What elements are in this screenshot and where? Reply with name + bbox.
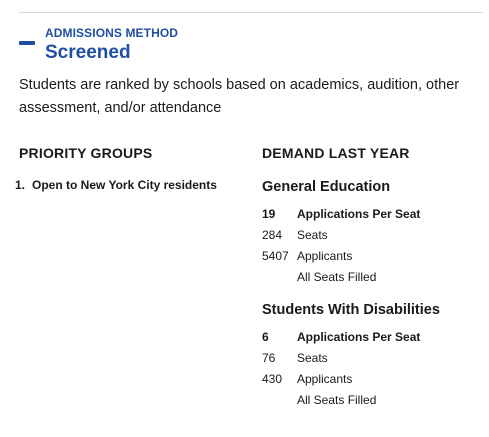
seats-value: 284: [262, 228, 283, 242]
demand-group-title: Students With Disabilities: [262, 302, 440, 318]
applicants-row: [262, 246, 420, 267]
apps-per-seat-label: Applications Per Seat: [297, 330, 421, 344]
apps-per-seat-value: 19: [262, 207, 276, 221]
seats-row: [262, 348, 440, 369]
seats-status-row: [262, 267, 420, 288]
applicants-value: 430: [262, 372, 283, 386]
apps-per-seat-row: [262, 204, 420, 225]
priority-group-number: 1.: [15, 178, 26, 192]
section-divider: [19, 12, 483, 13]
admissions-method-label: ADMISSIONS METHOD: [45, 26, 179, 40]
seats-row: [262, 225, 420, 246]
admissions-method-text: [45, 26, 178, 65]
demand-group-title: General Education: [262, 179, 391, 195]
seats-label: Seats: [297, 351, 328, 365]
priority-groups-list: [15, 178, 217, 192]
priority-group-text: Open to New York City residents: [32, 178, 217, 192]
applicants-row: [262, 369, 440, 390]
demand-last-year-heading: DEMAND LAST YEAR: [262, 145, 410, 161]
seats-label: Seats: [297, 228, 328, 242]
collapse-dash-icon[interactable]: [19, 41, 35, 45]
status-spacer: [262, 390, 297, 411]
demand-group-general-education: [262, 178, 420, 288]
admissions-method-section[interactable]: [19, 26, 178, 65]
priority-group-item: [15, 178, 217, 192]
seats-status-row: [262, 390, 440, 411]
apps-per-seat-label: Applications Per Seat: [297, 207, 421, 221]
apps-per-seat-row: [262, 327, 440, 348]
admissions-method-value: Screened: [45, 42, 131, 63]
seats-status: All Seats Filled: [297, 393, 377, 407]
demand-group-students-with-disabilities: [262, 301, 440, 411]
priority-groups-heading: PRIORITY GROUPS: [19, 145, 153, 161]
apps-per-seat-value: 6: [262, 330, 269, 344]
applicants-value: 5407: [262, 249, 289, 263]
status-spacer: [262, 267, 297, 288]
applicants-label: Applicants: [297, 372, 353, 386]
applicants-label: Applicants: [297, 249, 353, 263]
admissions-description: Students are ranked by schools based on academics, audition, other assessment, and/or attendance: [19, 77, 460, 116]
seats-status: All Seats Filled: [297, 270, 377, 284]
seats-value: 76: [262, 351, 276, 365]
